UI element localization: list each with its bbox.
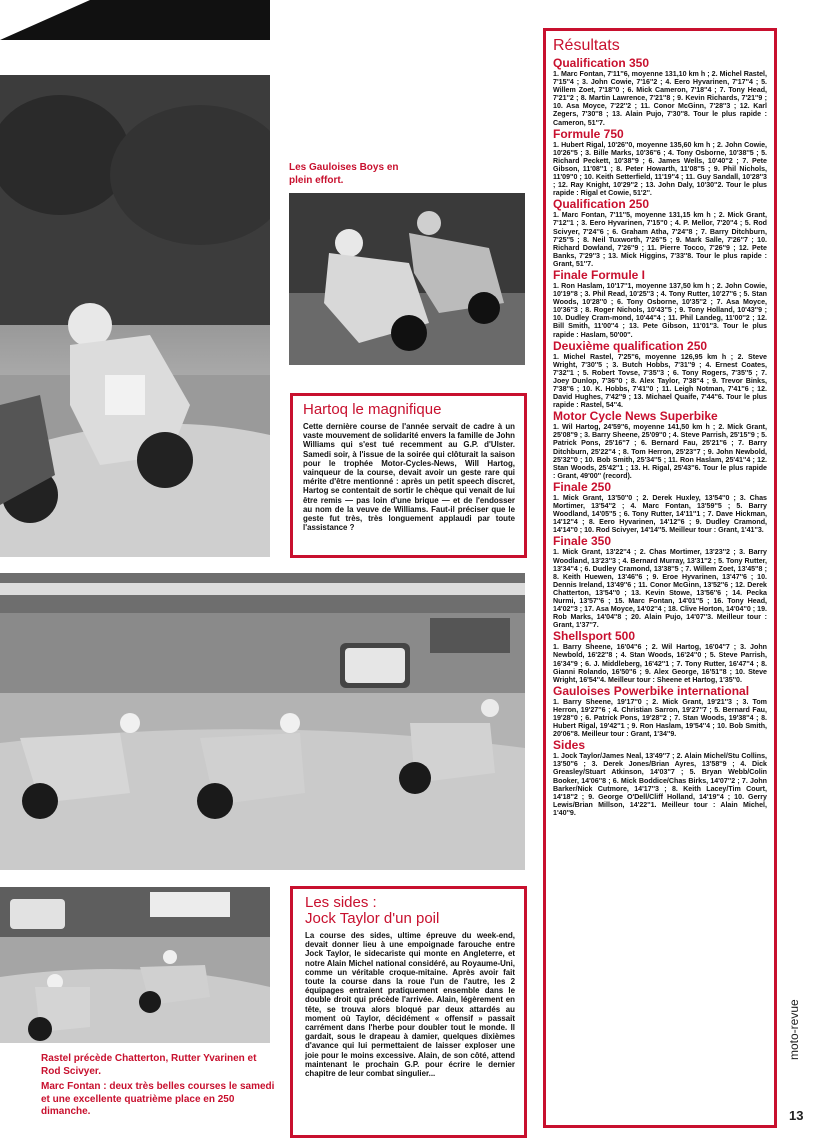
article-hartog-title: Hartoq le magnifique	[303, 401, 442, 418]
article-sides-body: La course des sides, ultime épreuve du week-end, devait donner lieu à une empoignade farouche entre Jock Taylor, le sidecariste qui monte en Angleterre, et notre Alain Michel national considéré, au Royaume-Uni, comme un véritable croque-mitaine. Après avoir fait toute la course dans la roue l'un de l'autre, les 2 équipages entraient pratiquement ensemble dans le double droit qui précède l'arrivée. Alain, légèrement en tête, se trouva alors bloqué par deux attardés au moment où Taylor, décidément « offensif » passait carrément dans l'herbe pour doubler tout le monde. Il gardait, sous le drapeau à damier, quelques dixièmes d'avance qui lui permettaient de laisser exploser une joie pour le moins excessive. Alain, de son côté, attend maintenant le prochain G.P. pour écrire le dernier chapitre de leur combat singulier...	[305, 931, 515, 1079]
section-text: 1. Michel Rastel, 7'25''6, moyenne 126,95 km h ; 2. Steve Wright, 7'30''5 ; 3. Butch Hobbs, 7'31''9 ; 4. Ernest Coates, 7'32''1 ; 5. Robert Tovse, 7'35''3 ; 6. Tony Rogers, 7'35''5 ; 7. Joey Dunlop, 7'36''0 ; 8. Alex Taylor, 7'38''4 ; 9. Trevor Binks, 7'38''6 ; 10. K. Hobbs, 7'41''0 ; 11. Leigh Notman, 7'41''6 ; 12. David Hughes, 7'42''9 ; 13. Michael Quaife, 7'44''6. Tour le plus rapide : Rastel, 54''4.	[553, 352, 767, 410]
results-section-qualification-250	[553, 198, 767, 268]
section-title: Qualification 250	[553, 197, 650, 212]
section-title: Gauloises Powerbike international	[553, 683, 750, 698]
magazine-name: moto-revue	[787, 999, 801, 1060]
results-section-formule-750	[553, 128, 767, 198]
photo-riders-27-26	[289, 193, 525, 365]
section-title: Qualification 350	[553, 56, 650, 70]
section-text: 1. Marc Fontan, 7'11''5, moyenne 131,15 km h ; 2. Mick Grant, 7'12''1 ; 3. Eero Hyvarinen, 7'15''0 ; 4. P. Mellor, 7'20''4 ; 5. Rod Scivyer, 7'24''6 ; 6. Graham Atha, 7'24''8 ; 7. Barry Ditchburn, 7'25''5 ; 8. Neil Tuxworth, 7'26''5 ; 9. Mark Salle, 7'26''7 ; 10. Richard Dowland, 7'26''9 ; 11. Pierre Tocco, 7'26''9 ; 12. Pete Banks, 7'29''3 ; 13. Mick Higgins, 7'33''8. Tour le plus rapide : Grant, 51''7.	[553, 211, 767, 268]
results-section-mcn-superbike	[553, 410, 767, 480]
photo-rider-number-10	[0, 75, 270, 557]
results-section-shellsport-500	[553, 630, 767, 683]
article-sides-title-line2: Jock Taylor d'un poil	[305, 910, 440, 927]
section-title: Finale 250	[553, 479, 612, 494]
section-text: 1. Wil Hartog, 24'59''6, moyenne 141,50 km h ; 2. Mick Grant, 25'08''9 ; 3. Barry Sheene, 25'09''0 ; 4. Steve Parrish, 25'15''9 ; 5. Patrick Pons, 25'16''7 ; 6. Bernard Fau, 25'21''6 ; 7. Barry Ditchburn, 25'22''4 ; 8. Tom Herron, 25'23''7 ; 9. John Newbold, 25'32''0 ; 10. Bob Smith, 25'34''5 ; 11. Ron Haslam, 25'41''4 ; 12. Stan Woods, 25'42''1 ; 13. H. Rigal, 25'43''6. Tour le plus rapide : Grant, 49'00'' (record).	[553, 423, 767, 480]
section-title: Shellsport 500	[553, 629, 636, 644]
header-banner-notch	[0, 0, 90, 40]
section-text: 1. Ron Haslam, 10'17''1, moyenne 137,50 km h ; 2. John Cowie, 10'19''8 ; 3. Phil Read, 10'25''3 ; 4. Tony Rutter, 10'27''6 ; 5. Stan Woods, 10'28''0 ; 6. Tony Osborne, 10'35''2 ; 7. Asa Moyce, 10'36''3 ; 8. Roger Nichols, 10'43''5 ; 9. Tony Holland, 10'43''9 ; 10. Dudley Cram-mond, 10'44''4 ; 11. Phil Landeg, 11'00''2 ; 12. Bill Smith, 11'00''4 ; 13. Pete Gibson, 11'01''3. Tour le plus rapide : Haslam, 50'00''.	[553, 281, 767, 339]
article-sides	[290, 886, 527, 1138]
photo-race-pack	[0, 573, 525, 870]
results-section-qualification-350	[553, 57, 767, 127]
results-title: Résultats	[553, 37, 620, 54]
section-text: 1. Barry Sheene, 16'04''6 ; 2. Wil Hartog, 16'04''7 ; 3. John Newbold, 16'22''8 ; 4. Stan Woods, 16'24''0 ; 5. Steve Parrish, 16'34''9 ; 6. J. Middleberg, 16'42''1 ; 7. Tony Rutter, 16'47''4 ; 8. Gianni Rolando, 16'50''6 ; 9. Alex George, 16'51''8 ; 10. Steve Wright, 16'54''4. Meilleur tour : Sheene et Hartog, 1'35''0.	[553, 643, 767, 684]
results-section-finale-250	[553, 481, 767, 534]
article-hartog-body: Cette dernière course de l'année servait de cadre à un vaste mouvement de solidarité envers la famille de John Williams qui s'est tué recemment au G.P. d'Ulster. Samedi soir, à l'issue de la soirée qui clôturait la saison pour le trophée Motor-Cycles-News, Will Hartog, vainqueur de la course, devait avoir un geste rare qui mérite d'être mentionné : après un petit speech discret, Hartog se contentait de sortir le chèque qui venait de lui être remis — pas loin d'une brique — et de l'endosser au nom de la veuve de Williams. Faut-il préciser que le geste fut très, très longuement applaudi par toute l'assistance ?	[303, 422, 515, 533]
article-hartog	[290, 393, 527, 558]
results-section-finale-formule-1	[553, 269, 767, 339]
article-sides-title-line1: Les sides :	[305, 894, 377, 911]
section-text: 1. Marc Fontan, 7'11''6, moyenne 131,10 km h ; 2. Michel Rastel, 7'15''4 ; 3. John Cowie, 7'16''2 ; 4. Eero Hyvarinen, 7'17''4 ; 5. Willem Zoet, 7'18''0 ; 6. Mick Cameron, 7'18''4 ; 7. Tony Head, 7'21''2 ; 8. Martin Lawrence, 7'21''8 ; 9. Kevin Richards, 7'21''9 ; 10. Asa Moyce, 7'22''2 ; 11. Conor McGinn, 7'28''3 ; 12. Karl Zegers, 7'30''8 ; 13. Alain Pujo, 7'30''8. Tour le plus rapide : Cameron, 51''7.	[553, 70, 767, 127]
section-title: Motor Cycle News Superbike	[553, 409, 718, 424]
section-text: 1. Barry Sheene, 19'17''0 ; 2. Mick Grant, 19'21''3 ; 3. Tom Herron, 19'27''6 ; 4. Christian Sarron, 19'27''7 ; 5. Bernard Fau, 19'28''0 ; 6. Patrick Pons, 19'28''2 ; 7. Stan Woods, 19'38''4 ; 8. Hubert Rigal, 19'42''1 ; 9. Ron Haslam, 19'54''4 ; 10. Bob Smith, 20'06''8. Meilleur tour : Grant, 1'34''9.	[553, 697, 767, 739]
caption-fontan: Marc Fontan : deux très belles courses le samedi et une excellente quatrième place en 250 dimanche.	[41, 1081, 275, 1117]
results-section-finale-350	[553, 535, 767, 629]
section-title: Finale 350	[553, 534, 612, 549]
caption-gauloises-boys: Les Gauloises Boys en plein effort.	[289, 162, 399, 186]
section-text: 1. Jock Taylor/James Neal, 13'49''7 ; 2. Alain Michel/Stu Collins, 13'50''6 ; 3. Derek Jones/Brian Ayres, 13'58''9 ; 4. Dick Greasley/Stuart Atkinson, 14'03''7 ; 5. Bryan Webb/Colin Booker, 14'06''8 ; 6. Mick Boddice/Chas Birks, 14'07''2 ; 7. John Barker/Nick Cutmore, 14'17''3 ; 8. Keith Lacey/Tim Court, 14'18''2 ; 9. George O'Dell/Cliff Holland, 14'19''4 ; 10. Gerry Lewis/Brian Millson, 14'22''1. Meilleur tour : Alain Michel, 1'40''9.	[553, 752, 767, 817]
page-number: 13	[789, 1108, 804, 1123]
section-title: Deuxième qualification 250	[553, 338, 708, 353]
results-section-deuxieme-qualification-250	[553, 340, 767, 410]
section-text: 1. Mick Grant, 13'22''4 ; 2. Chas Mortimer, 13'23''2 ; 3. Barry Woodland, 13'23''3 ; 4. Bernard Murray, 13'31''2 ; 5. Tony Rutter, 13'34''4 ; 6. Dudley Cramond, 13'38''5 ; 7. Willem Zoet, 13'45''8 ; 8. Keith Huewen, 13'46''6 ; 9. Eroe Hyvarinen, 13'47''6 ; 10. Dennis Ireland, 13'49''6 ; 11. Conor McGinn, 13'52''6 ; 12. Derek Chatterton, 13'54''0 ; 13. Kevin Stowe, 13'56''6 ; 14. Pecka Nurmi, 13'57''6 ; 15. Marc Fontan, 14'01''5 ; 16. Tony Head, 14'02''3 ; 17. Asa Moyce, 14'02''4 ; 18. Clive Horton, 14'04''0 ; 19. Rob Marks, 14'04''8 ; 20. Alain Pujo, 14'07''3. Meilleur tour : Grant, 1'37''7.	[553, 548, 767, 630]
results-section-sides	[553, 739, 767, 817]
section-text: 1. Hubert Rigal, 10'26''0, moyenne 135,60 km h ; 2. John Cowie, 10'26''5 ; 3. Bille Marks, 10'36''6 ; 4. Tony Osborne, 10'38''5 ; 5. Richard Peckett, 10'38''9 ; 6. James Wells, 10'40''2 ; 7. Pete Gibson, 11'08''1 ; 8. Peter Howarth, 11'08''5 ; 9. Phil Nichols, 11'09''0 ; 10. Keith Setterfield, 11'19''4 ; 11. Guy Sandall, 10'28''3 ; 12. Ray Knight, 10'29''2 ; 13. John Daly, 10'30''2. Tour le plus rapide : Rigal et Cowie, 51'2''.	[553, 140, 767, 198]
section-title: Finale Formule I	[553, 267, 646, 282]
section-text: 1. Mick Grant, 13'50''0 ; 2. Derek Huxley, 13'54''0 ; 3. Chas Mortimer, 13'54''2 ; 4. Marc Fontan, 13'59''5 ; 5. Barry Woodland, 14'05''5 ; 6. Tony Rutter, 14'11''1 ; 7. Dave Hickman, 14'12''4 ; 8. Eero Hyvarinen, 14'12''6 ; 9. Dudley Cramond, 14'14''0 ; 10. Rod Scivyer, 14'14''5. Meilleur tour : Grant, 1'41''3.	[553, 493, 767, 535]
caption-rastel: Rastel précède Chatterton, Rutter Yvarinen et Rod Scivyer.	[41, 1053, 257, 1077]
section-title: Formule 750	[553, 126, 624, 141]
section-title: Sides	[553, 738, 586, 753]
results-section-gauloises-powerbike	[553, 685, 767, 738]
photo-rastel-leading	[0, 887, 270, 1043]
results-box	[543, 28, 777, 1128]
